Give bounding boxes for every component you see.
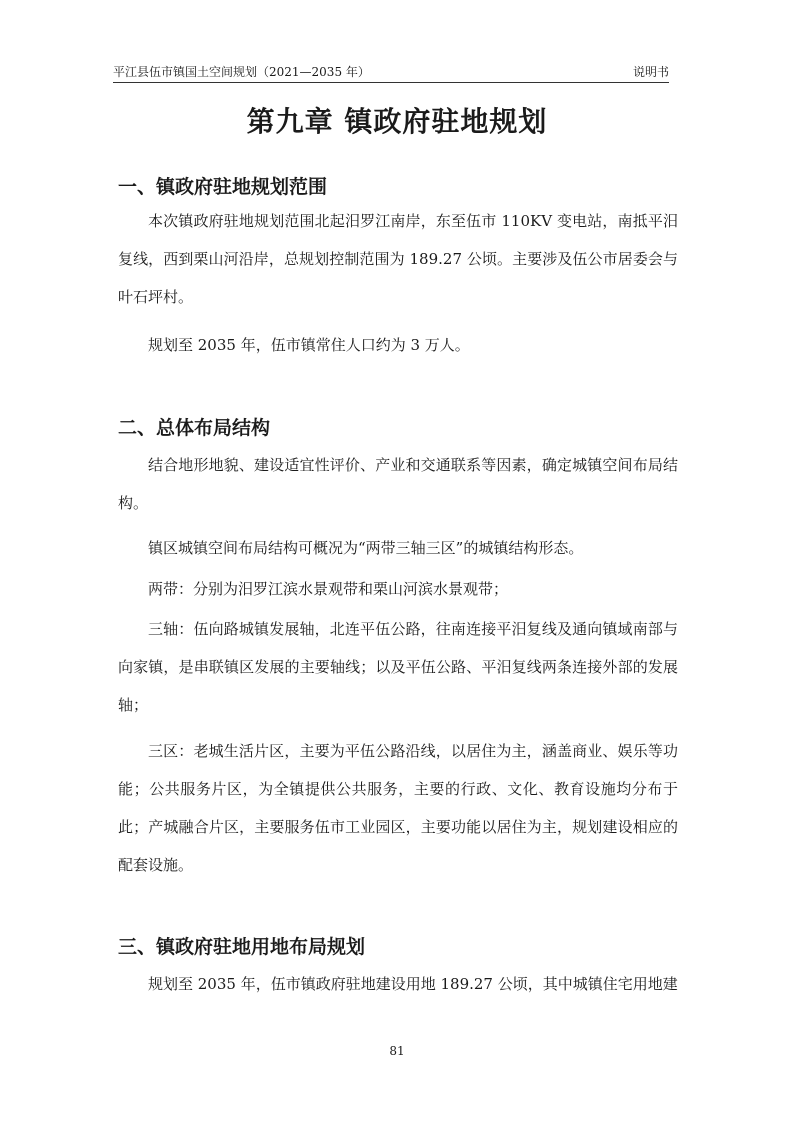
section-1-paragraph-2: 规划至 2035 年，伍市镇常住人口约为 3 万人。 (148, 336, 470, 354)
section-2-paragraph-1: 结合地形地貌、建设适宜性评价、产业和交通联系等因素，确定城镇空间布局结构。 (118, 456, 678, 512)
section-2-paragraph-5: 三区：老城生活片区，主要为平伍公路沿线，以居住为主，涵盖商业、娱乐等功能；公共服务片区，为全镇提供公共服务，主要的行政、文化、教育设施均分布于此；产城融合片区，主要服务伍市工业园区，主要功能以居住为主，规划建设相应的配套设施。 (118, 742, 678, 874)
section-title-3: 三、镇政府驻地用地布局规划 (118, 936, 366, 958)
section-title-1: 一、镇政府驻地规划范围 (118, 176, 328, 198)
section-2-paragraph-4: 三轴：伍向路城镇发展轴，北连平伍公路，往南连接平汨复线及通向镇域南部与向家镇，是串联镇区发展的主要轴线；以及平伍公路、平汨复线两条连接外部的发展轴； (118, 620, 678, 714)
page-number: 81 (389, 1044, 405, 1058)
section-3-paragraph-1: 规划至 2035 年，伍市镇政府驻地建设用地 189.27 公顷，其中城镇住宅用地建 (148, 975, 678, 993)
header-document-type: 说明书 (632, 65, 669, 79)
page-header (113, 63, 669, 83)
section-title-2: 二、总体布局结构 (118, 417, 271, 439)
chapter-title: 第九章 镇政府驻地规划 (246, 105, 548, 138)
section-2-paragraph-3: 两带：分别为汨罗江滨水景观带和栗山河滨水景观带； (148, 580, 509, 598)
header-document-title: 平江县伍市镇国土空间规划（2021—2035 年） (113, 65, 370, 79)
section-2-paragraph-2: 镇区城镇空间布局结构可概况为“两带三轴三区”的城镇结构形态。 (148, 539, 584, 557)
section-1-paragraph-1: 本次镇政府驻地规划范围北起汨罗江南岸，东至伍市 110KV 变电站，南抵平汨复线，西到栗山河沿岸，总规划控制范围为 189.27 公顷。主要涉及伍公市居委会与叶石坪村。 (118, 212, 678, 306)
